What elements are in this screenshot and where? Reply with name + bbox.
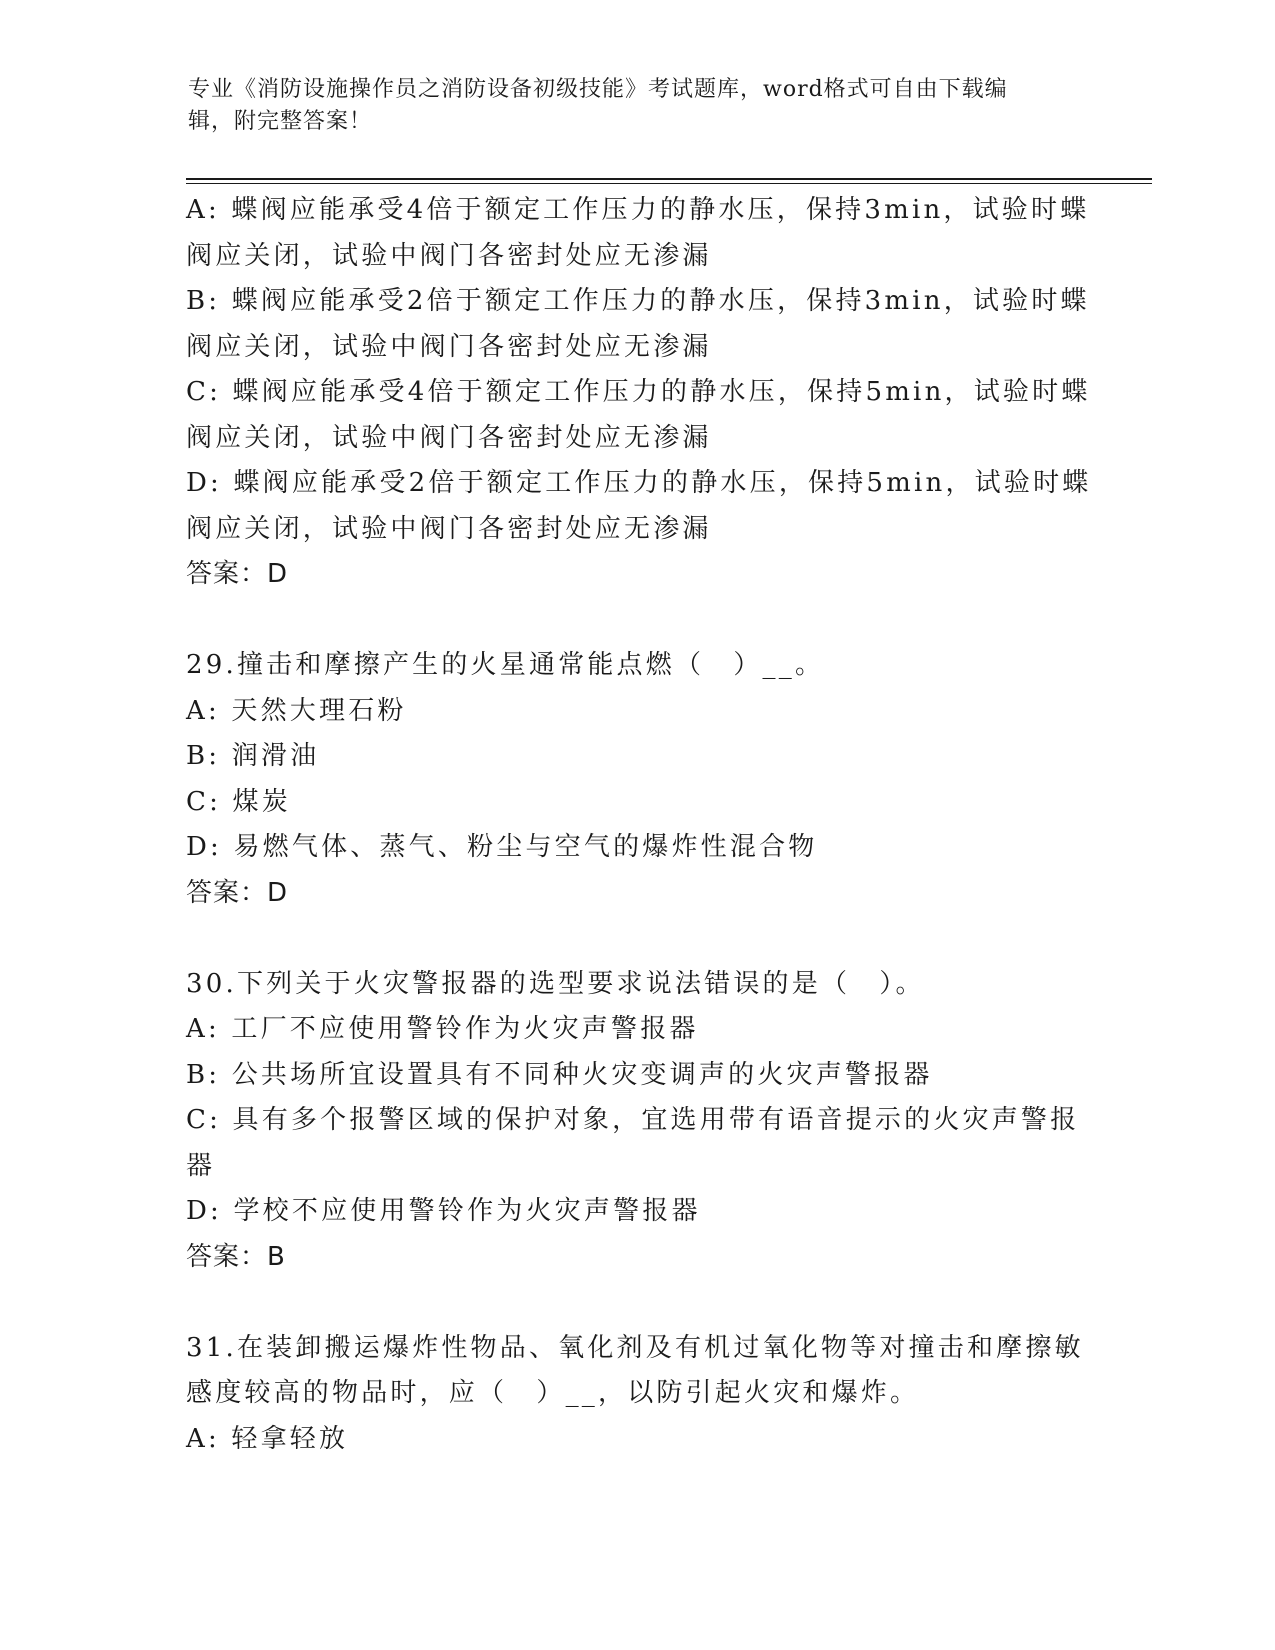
- spacer: [186, 598, 1086, 644]
- question-stem: 30.下列关于火灾警报器的选型要求说法错误的是（ ）。: [186, 968, 925, 999]
- question-31: [186, 1326, 1086, 1463]
- option-a-line-2: 阀应关闭，试验中阀门各密封处应无渗漏: [186, 240, 712, 271]
- option-d: D: 学校不应使用警铃作为火灾声警报器: [186, 1196, 701, 1226]
- header-line-1: 专业《消防设施操作员之消防设备初级技能》考试题库，word格式可自由下载编: [188, 77, 1008, 102]
- option-c-line-1: C: 蝶阀应能承受4倍于额定工作压力的静水压，保持5min，试验时蝶: [186, 377, 1091, 407]
- answer: 答案：D: [186, 877, 289, 908]
- question-28: [186, 188, 1092, 598]
- option-b: B: 润滑油: [186, 741, 320, 771]
- option-a-line-1: A: 蝶阀应能承受4倍于额定工作压力的静水压，保持3min，试验时蝶: [186, 195, 1090, 225]
- option-a: A: 轻拿轻放: [186, 1423, 349, 1454]
- spacer: [186, 1280, 1086, 1326]
- answer: 答案：B: [186, 1241, 286, 1272]
- option-d-line-2: 阀应关闭，试验中阀门各密封处应无渗漏: [186, 513, 712, 544]
- spacer: [186, 916, 1086, 962]
- question-30: [186, 962, 1086, 1281]
- option-a: A: 天然大理石粉: [186, 695, 407, 726]
- option-c: C: 煤炭: [186, 786, 291, 817]
- document-header: [188, 74, 1068, 138]
- option-a: A: 工厂不应使用警铃作为火灾声警报器: [186, 1014, 699, 1044]
- header-divider-thick: [186, 178, 1152, 180]
- question-stem: 29.撞击和摩擦产生的火星通常能点燃（ ）__。: [186, 650, 825, 680]
- question-29: [186, 643, 1086, 916]
- question-stem-line-2: 感度较高的物品时，应（ ）__，以防引起火灾和爆炸。: [186, 1378, 920, 1408]
- option-b: B: 公共场所宜设置具有不同种火灾变调声的火灾声警报器: [186, 1059, 933, 1090]
- option-d-line-1: D: 蝶阀应能承受2倍于额定工作压力的静水压，保持5min，试验时蝶: [186, 468, 1092, 498]
- option-d: D: 易燃气体、蒸气、粉尘与空气的爆炸性混合物: [186, 832, 818, 862]
- option-c-line-2: 器: [186, 1150, 216, 1181]
- header-line-2: 辑，附完整答案！: [188, 109, 373, 134]
- option-c-line-1: C: 具有多个报警区域的保护对象，宜选用带有语音提示的火灾声警报: [186, 1105, 1080, 1135]
- option-c-line-2: 阀应关闭，试验中阀门各密封处应无渗漏: [186, 422, 712, 453]
- question-stem-line-1: 31.在装卸搬运爆炸性物品、氧化剂及有机过氧化物等对撞击和摩擦敏: [186, 1332, 1084, 1363]
- header-divider-thin: [186, 183, 1152, 184]
- option-b-line-1: B: 蝶阀应能承受2倍于额定工作压力的静水压，保持3min，试验时蝶: [186, 286, 1090, 316]
- question-list: [186, 188, 1092, 1462]
- option-b-line-2: 阀应关闭，试验中阀门各密封处应无渗漏: [186, 331, 712, 362]
- answer: 答案：D: [186, 559, 289, 589]
